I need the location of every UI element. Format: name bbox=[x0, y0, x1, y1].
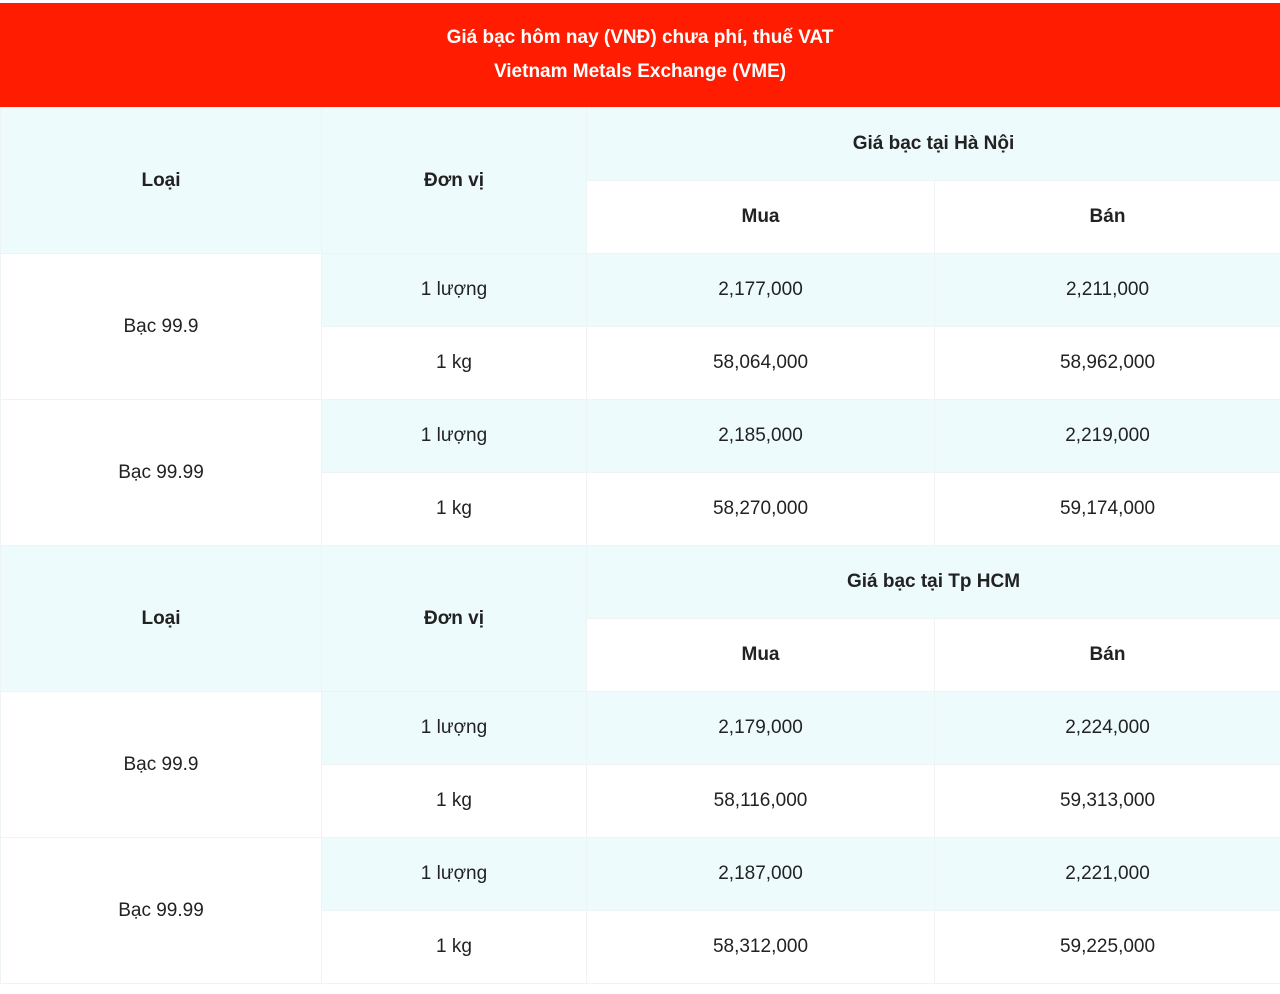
buy-price-cell: 2,187,000 bbox=[587, 838, 935, 911]
buy-price-cell: 58,312,000 bbox=[587, 911, 935, 984]
unit-cell: 1 lượng bbox=[322, 254, 587, 327]
buy-price-cell: 2,177,000 bbox=[587, 254, 935, 327]
unit-cell: 1 kg bbox=[322, 327, 587, 400]
header-row bbox=[1, 546, 1280, 619]
table-subtitle: Vietnam Metals Exchange (VME) bbox=[493, 61, 787, 82]
table-row bbox=[1, 692, 1280, 765]
sell-price-cell: 2,224,000 bbox=[935, 692, 1280, 765]
table-title: Giá bạc hôm nay (VNĐ) chưa phí, thuế VAT bbox=[446, 27, 834, 48]
sell-price-cell: 2,211,000 bbox=[935, 254, 1280, 327]
region-header: Giá bạc tại Tp HCM bbox=[587, 546, 1280, 619]
buy-price-cell: 2,185,000 bbox=[587, 400, 935, 473]
column-header-buy: Mua bbox=[587, 181, 935, 254]
buy-price-cell: 58,064,000 bbox=[587, 327, 935, 400]
column-header-sell: Bán bbox=[935, 181, 1280, 254]
unit-cell: 1 kg bbox=[322, 765, 587, 838]
column-header-type: Loại bbox=[1, 546, 322, 692]
column-header-unit: Đơn vị bbox=[322, 546, 587, 692]
unit-cell: 1 kg bbox=[322, 473, 587, 546]
region-header: Giá bạc tại Hà Nội bbox=[587, 108, 1280, 181]
sell-price-cell: 2,221,000 bbox=[935, 838, 1280, 911]
sell-price-cell: 2,219,000 bbox=[935, 400, 1280, 473]
table-row bbox=[1, 400, 1280, 473]
column-header-type: Loại bbox=[1, 108, 322, 254]
sell-price-cell: 59,225,000 bbox=[935, 911, 1280, 984]
header-row bbox=[1, 108, 1280, 181]
silver-type-cell: Bạc 99.9 bbox=[1, 692, 322, 838]
unit-cell: 1 lượng bbox=[322, 400, 587, 473]
buy-price-cell: 58,270,000 bbox=[587, 473, 935, 546]
sell-price-cell: 59,174,000 bbox=[935, 473, 1280, 546]
column-header-unit: Đơn vị bbox=[322, 108, 587, 254]
sell-price-cell: 59,313,000 bbox=[935, 765, 1280, 838]
unit-cell: 1 kg bbox=[322, 911, 587, 984]
sell-price-cell: 58,962,000 bbox=[935, 327, 1280, 400]
column-header-buy: Mua bbox=[587, 619, 935, 692]
buy-price-cell: 2,179,000 bbox=[587, 692, 935, 765]
column-header-sell: Bán bbox=[935, 619, 1280, 692]
table-row bbox=[1, 254, 1280, 327]
unit-cell: 1 lượng bbox=[322, 692, 587, 765]
silver-type-cell: Bạc 99.99 bbox=[1, 838, 322, 984]
silver-price-table bbox=[0, 107, 1280, 984]
unit-cell: 1 lượng bbox=[322, 838, 587, 911]
silver-type-cell: Bạc 99.9 bbox=[1, 254, 322, 400]
table-row bbox=[1, 838, 1280, 911]
table-title-banner bbox=[0, 3, 1280, 107]
buy-price-cell: 58,116,000 bbox=[587, 765, 935, 838]
silver-type-cell: Bạc 99.99 bbox=[1, 400, 322, 546]
